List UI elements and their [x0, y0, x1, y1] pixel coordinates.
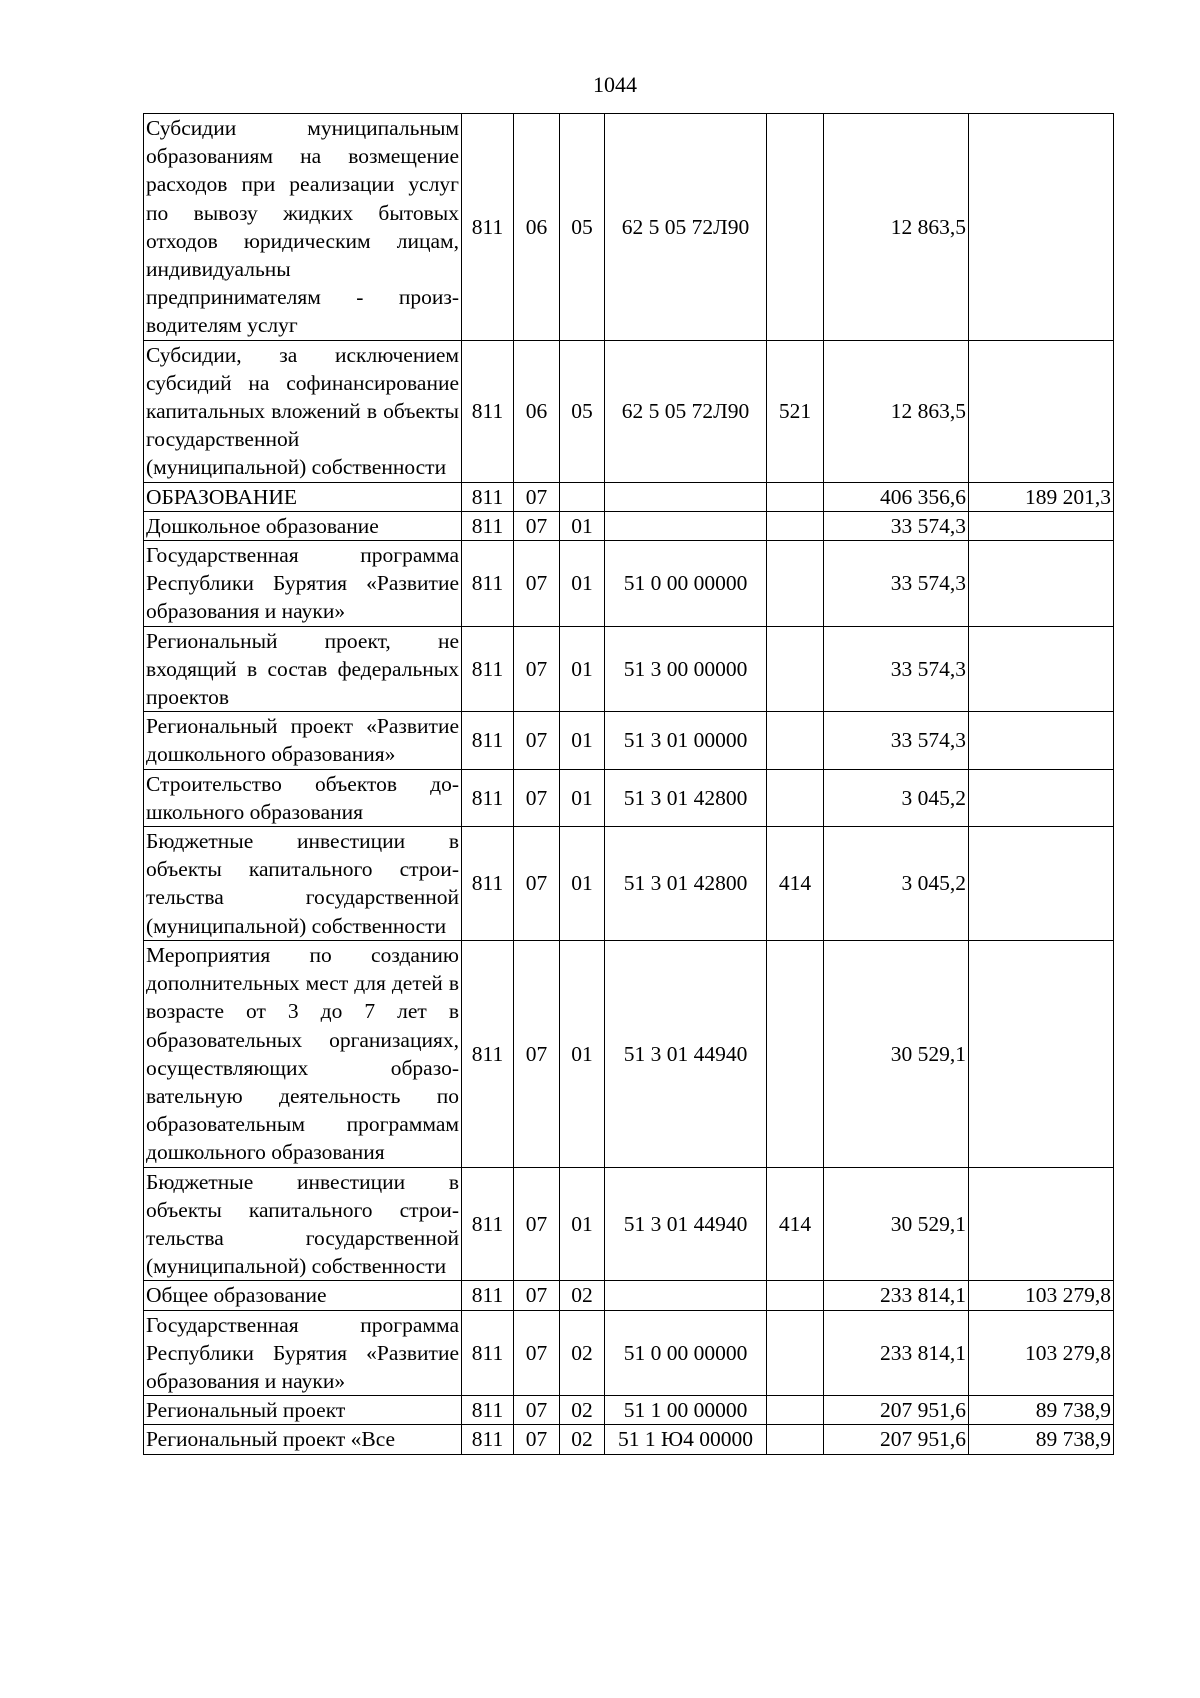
row-sum2-cell	[969, 340, 1114, 482]
table-row	[144, 482, 1114, 511]
row-name-cell: Строительство объектов дошкольного образования	[144, 769, 462, 826]
row-pr-cell: 01	[560, 940, 605, 1167]
row-vr-cell	[767, 712, 824, 769]
row-sum1-cell: 12 863,5	[824, 114, 969, 341]
row-csr-cell	[605, 1281, 767, 1310]
row-csr-cell: 51 3 01 42800	[605, 827, 767, 941]
row-pr-cell: 01	[560, 1167, 605, 1281]
table-row	[144, 1396, 1114, 1425]
row-sum1-cell: 12 863,5	[824, 340, 969, 482]
row-vr-cell	[767, 940, 824, 1167]
row-rz-cell: 07	[514, 712, 560, 769]
row-gr-cell: 811	[462, 1167, 514, 1281]
row-sum1-cell: 233 814,1	[824, 1310, 969, 1396]
row-rz-cell: 06	[514, 340, 560, 482]
row-gr-cell: 811	[462, 1396, 514, 1425]
table-row	[144, 1310, 1114, 1396]
row-csr-cell	[605, 511, 767, 540]
row-pr-cell: 02	[560, 1310, 605, 1396]
row-gr-cell: 811	[462, 1310, 514, 1396]
row-rz-cell: 06	[514, 114, 560, 341]
table-row	[144, 940, 1114, 1167]
row-rz-cell: 07	[514, 1281, 560, 1310]
row-sum2-cell	[969, 541, 1114, 627]
row-sum1-cell: 33 574,3	[824, 511, 969, 540]
table-body	[144, 114, 1114, 1455]
row-gr-cell: 811	[462, 1281, 514, 1310]
row-csr-cell: 51 3 01 44940	[605, 1167, 767, 1281]
row-gr-cell: 811	[462, 482, 514, 511]
row-pr-cell: 02	[560, 1425, 605, 1454]
row-sum1-cell: 33 574,3	[824, 712, 969, 769]
row-vr-cell: 414	[767, 827, 824, 941]
row-csr-cell: 62 5 05 72Л90	[605, 114, 767, 341]
row-gr-cell: 811	[462, 541, 514, 627]
row-gr-cell: 811	[462, 511, 514, 540]
row-rz-cell: 07	[514, 541, 560, 627]
row-gr-cell: 811	[462, 712, 514, 769]
row-name-cell: Бюджетные инвестиции в объекты капитального строительства государственной (муниципальной) собственности	[144, 1167, 462, 1281]
row-rz-cell: 07	[514, 511, 560, 540]
row-vr-cell	[767, 1281, 824, 1310]
row-gr-cell: 811	[462, 1425, 514, 1454]
row-vr-cell	[767, 1310, 824, 1396]
row-name-cell: Субсидии муниципальным образованиям на возмещение расходов при реализации услуг по вывозу жидких бытовых отходов юридическим лицам, индивидуальны предпринимателям - производителям услуг	[144, 114, 462, 341]
row-sum2-cell	[969, 626, 1114, 712]
row-sum2-cell: 89 738,9	[969, 1425, 1114, 1454]
row-csr-cell: 51 3 01 00000	[605, 712, 767, 769]
row-rz-cell: 07	[514, 482, 560, 511]
row-vr-cell	[767, 626, 824, 712]
table-row	[144, 712, 1114, 769]
row-name-cell: Государственная программа Республики Бурятия «Развитие образования и науки»	[144, 1310, 462, 1396]
row-sum2-cell	[969, 769, 1114, 826]
row-sum2-cell	[969, 712, 1114, 769]
row-name-cell: Субсидии, за исключением субсидий на софинансирование капитальных вложений в объекты государственной (муниципальной) собственности	[144, 340, 462, 482]
row-csr-cell: 51 0 00 00000	[605, 541, 767, 627]
row-sum2-cell	[969, 114, 1114, 341]
table-row	[144, 1281, 1114, 1310]
row-gr-cell: 811	[462, 769, 514, 826]
page-number: 1044	[593, 72, 637, 97]
row-pr-cell: 01	[560, 541, 605, 627]
row-sum2-cell	[969, 1167, 1114, 1281]
row-rz-cell: 07	[514, 626, 560, 712]
row-pr-cell: 02	[560, 1281, 605, 1310]
row-rz-cell: 07	[514, 1310, 560, 1396]
row-name-cell: Региональный проект «Развитие дошкольного образования»	[144, 712, 462, 769]
row-vr-cell: 414	[767, 1167, 824, 1281]
row-csr-cell: 51 0 00 00000	[605, 1310, 767, 1396]
row-csr-cell: 51 3 00 00000	[605, 626, 767, 712]
row-csr-cell: 51 1 Ю4 00000	[605, 1425, 767, 1454]
row-sum2-cell	[969, 940, 1114, 1167]
table-row	[144, 541, 1114, 627]
row-pr-cell: 01	[560, 769, 605, 826]
row-sum2-cell: 89 738,9	[969, 1396, 1114, 1425]
row-pr-cell: 01	[560, 511, 605, 540]
row-csr-cell	[605, 482, 767, 511]
table-row	[144, 1167, 1114, 1281]
row-sum1-cell: 207 951,6	[824, 1396, 969, 1425]
row-vr-cell	[767, 511, 824, 540]
row-name-cell: Региональный проект, не входящий в состав федеральных проектов	[144, 626, 462, 712]
row-pr-cell: 01	[560, 712, 605, 769]
row-vr-cell	[767, 1396, 824, 1425]
row-rz-cell: 07	[514, 1425, 560, 1454]
row-vr-cell	[767, 541, 824, 627]
table-row	[144, 626, 1114, 712]
row-vr-cell: 521	[767, 340, 824, 482]
row-sum1-cell: 3 045,2	[824, 769, 969, 826]
row-pr-cell: 01	[560, 827, 605, 941]
row-pr-cell: 02	[560, 1396, 605, 1425]
row-pr-cell: 01	[560, 626, 605, 712]
row-name-cell: Бюджетные инвестиции в объекты капитального строительства государственной (муниципальной) собственности	[144, 827, 462, 941]
row-vr-cell	[767, 482, 824, 511]
table-row	[144, 769, 1114, 826]
row-rz-cell: 07	[514, 769, 560, 826]
table-row	[144, 114, 1114, 341]
row-vr-cell	[767, 1425, 824, 1454]
row-sum2-cell: 103 279,8	[969, 1281, 1114, 1310]
row-name-cell: Мероприятия по созданию дополнительных мест для детей в возрасте от 3 до 7 лет в образовательных организациях, осуществляющих образовательную деятельность по образовательным программам дошкольного образования	[144, 940, 462, 1167]
row-sum1-cell: 207 951,6	[824, 1425, 969, 1454]
budget-table	[143, 113, 1114, 1455]
row-sum2-cell	[969, 827, 1114, 941]
table-row	[144, 827, 1114, 941]
row-sum2-cell: 103 279,8	[969, 1310, 1114, 1396]
row-sum1-cell: 33 574,3	[824, 626, 969, 712]
row-name-cell: Региональный проект	[144, 1396, 462, 1425]
row-sum1-cell: 3 045,2	[824, 827, 969, 941]
row-rz-cell: 07	[514, 827, 560, 941]
row-csr-cell: 62 5 05 72Л90	[605, 340, 767, 482]
row-rz-cell: 07	[514, 940, 560, 1167]
table-row	[144, 511, 1114, 540]
row-vr-cell	[767, 114, 824, 341]
table-row	[144, 1425, 1114, 1454]
row-sum1-cell: 30 529,1	[824, 1167, 969, 1281]
row-rz-cell: 07	[514, 1167, 560, 1281]
row-gr-cell: 811	[462, 940, 514, 1167]
row-name-cell: Общее образование	[144, 1281, 462, 1310]
row-vr-cell	[767, 769, 824, 826]
row-pr-cell: 05	[560, 340, 605, 482]
row-rz-cell: 07	[514, 1396, 560, 1425]
row-csr-cell: 51 3 01 42800	[605, 769, 767, 826]
row-sum2-cell	[969, 511, 1114, 540]
row-csr-cell: 51 3 01 44940	[605, 940, 767, 1167]
row-name-cell: Дошкольное образование	[144, 511, 462, 540]
row-pr-cell	[560, 482, 605, 511]
row-gr-cell: 811	[462, 827, 514, 941]
row-name-cell: ОБРАЗОВАНИЕ	[144, 482, 462, 511]
row-gr-cell: 811	[462, 114, 514, 341]
row-sum1-cell: 233 814,1	[824, 1281, 969, 1310]
table-row	[144, 340, 1114, 482]
row-sum1-cell: 33 574,3	[824, 541, 969, 627]
row-csr-cell: 51 1 00 00000	[605, 1396, 767, 1425]
row-name-cell: Государственная программа Республики Бурятия «Развитие образования и науки»	[144, 541, 462, 627]
row-name-cell: Региональный проект «Все	[144, 1425, 462, 1454]
row-sum1-cell: 30 529,1	[824, 940, 969, 1167]
row-gr-cell: 811	[462, 626, 514, 712]
row-sum2-cell: 189 201,3	[969, 482, 1114, 511]
row-gr-cell: 811	[462, 340, 514, 482]
row-pr-cell: 05	[560, 114, 605, 341]
row-sum1-cell: 406 356,6	[824, 482, 969, 511]
